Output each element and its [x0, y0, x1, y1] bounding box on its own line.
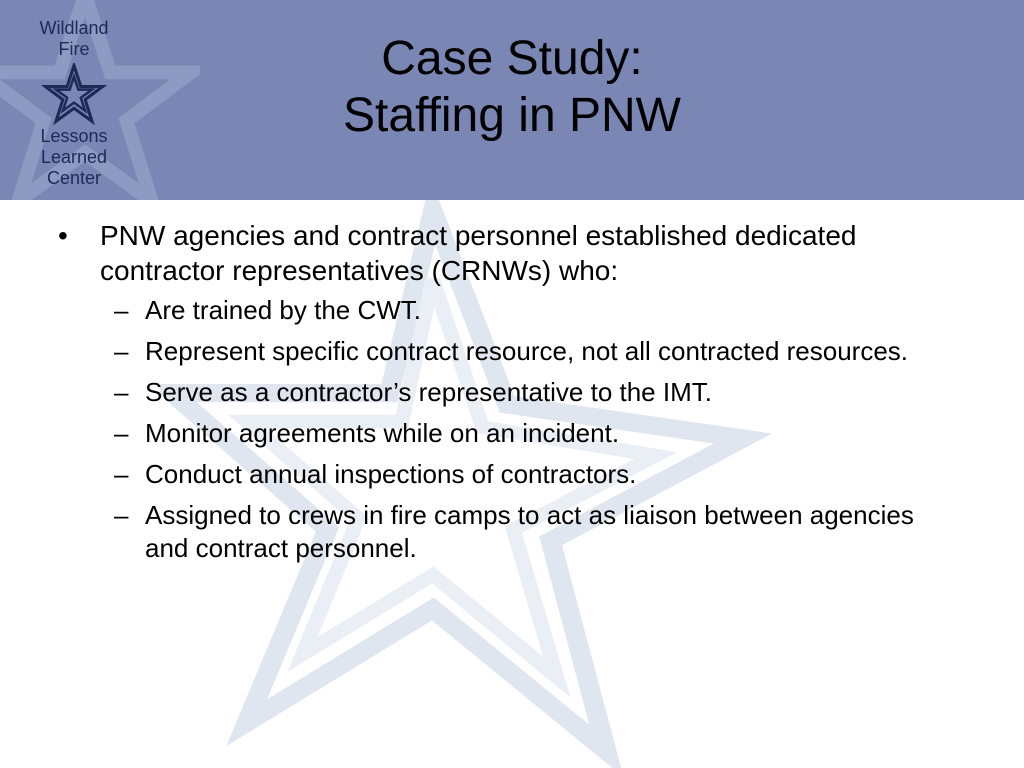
sub-item — [58, 499, 958, 565]
star-icon — [41, 63, 107, 125]
bullet-marker: • — [58, 220, 68, 251]
sub-marker: – — [114, 377, 129, 407]
sub-item — [58, 335, 958, 368]
header-banner — [0, 0, 1024, 200]
logo-text-fire: Fire — [58, 39, 90, 59]
sub-item-text: Conduct annual inspections of contractors. — [145, 459, 637, 489]
sub-marker: – — [114, 418, 129, 448]
bullet-text: PNW agencies and contract personnel established dedicated contractor representatives (CRNWs) who: — [100, 220, 857, 286]
sub-item-text: Represent specific contract resource, not all contracted resources. — [145, 336, 909, 366]
logo-text-center: Center — [46, 168, 102, 188]
sub-item-text: Serve as a contractor’s representative to the IMT. — [145, 377, 712, 407]
sub-marker: – — [114, 336, 129, 366]
sub-item — [58, 294, 958, 327]
sub-marker: – — [114, 295, 129, 325]
logo — [18, 18, 130, 190]
sub-item — [58, 458, 958, 491]
sub-item-text: Are trained by the CWT. — [145, 295, 421, 325]
slide-title-line-1: Case Study: — [381, 32, 643, 85]
sub-item-text: Monitor agreements while on an incident. — [145, 418, 620, 448]
sub-item — [58, 376, 958, 409]
logo-text-learned: Learned — [40, 147, 108, 167]
sub-marker: – — [114, 459, 129, 489]
slide-title — [200, 30, 824, 144]
sub-list — [58, 294, 958, 565]
slide-content — [58, 218, 958, 573]
sub-item — [58, 417, 958, 450]
sub-item-text: Assigned to crews in fire camps to act as liaison between agencies and contract personnel. — [145, 500, 914, 563]
sub-marker: – — [114, 500, 129, 530]
logo-text-wildland: Wildland — [39, 18, 109, 38]
logo-text-lessons: Lessons — [40, 126, 108, 146]
slide-title-line-2: Staffing in PNW — [343, 89, 681, 142]
bullet-item — [58, 218, 958, 288]
